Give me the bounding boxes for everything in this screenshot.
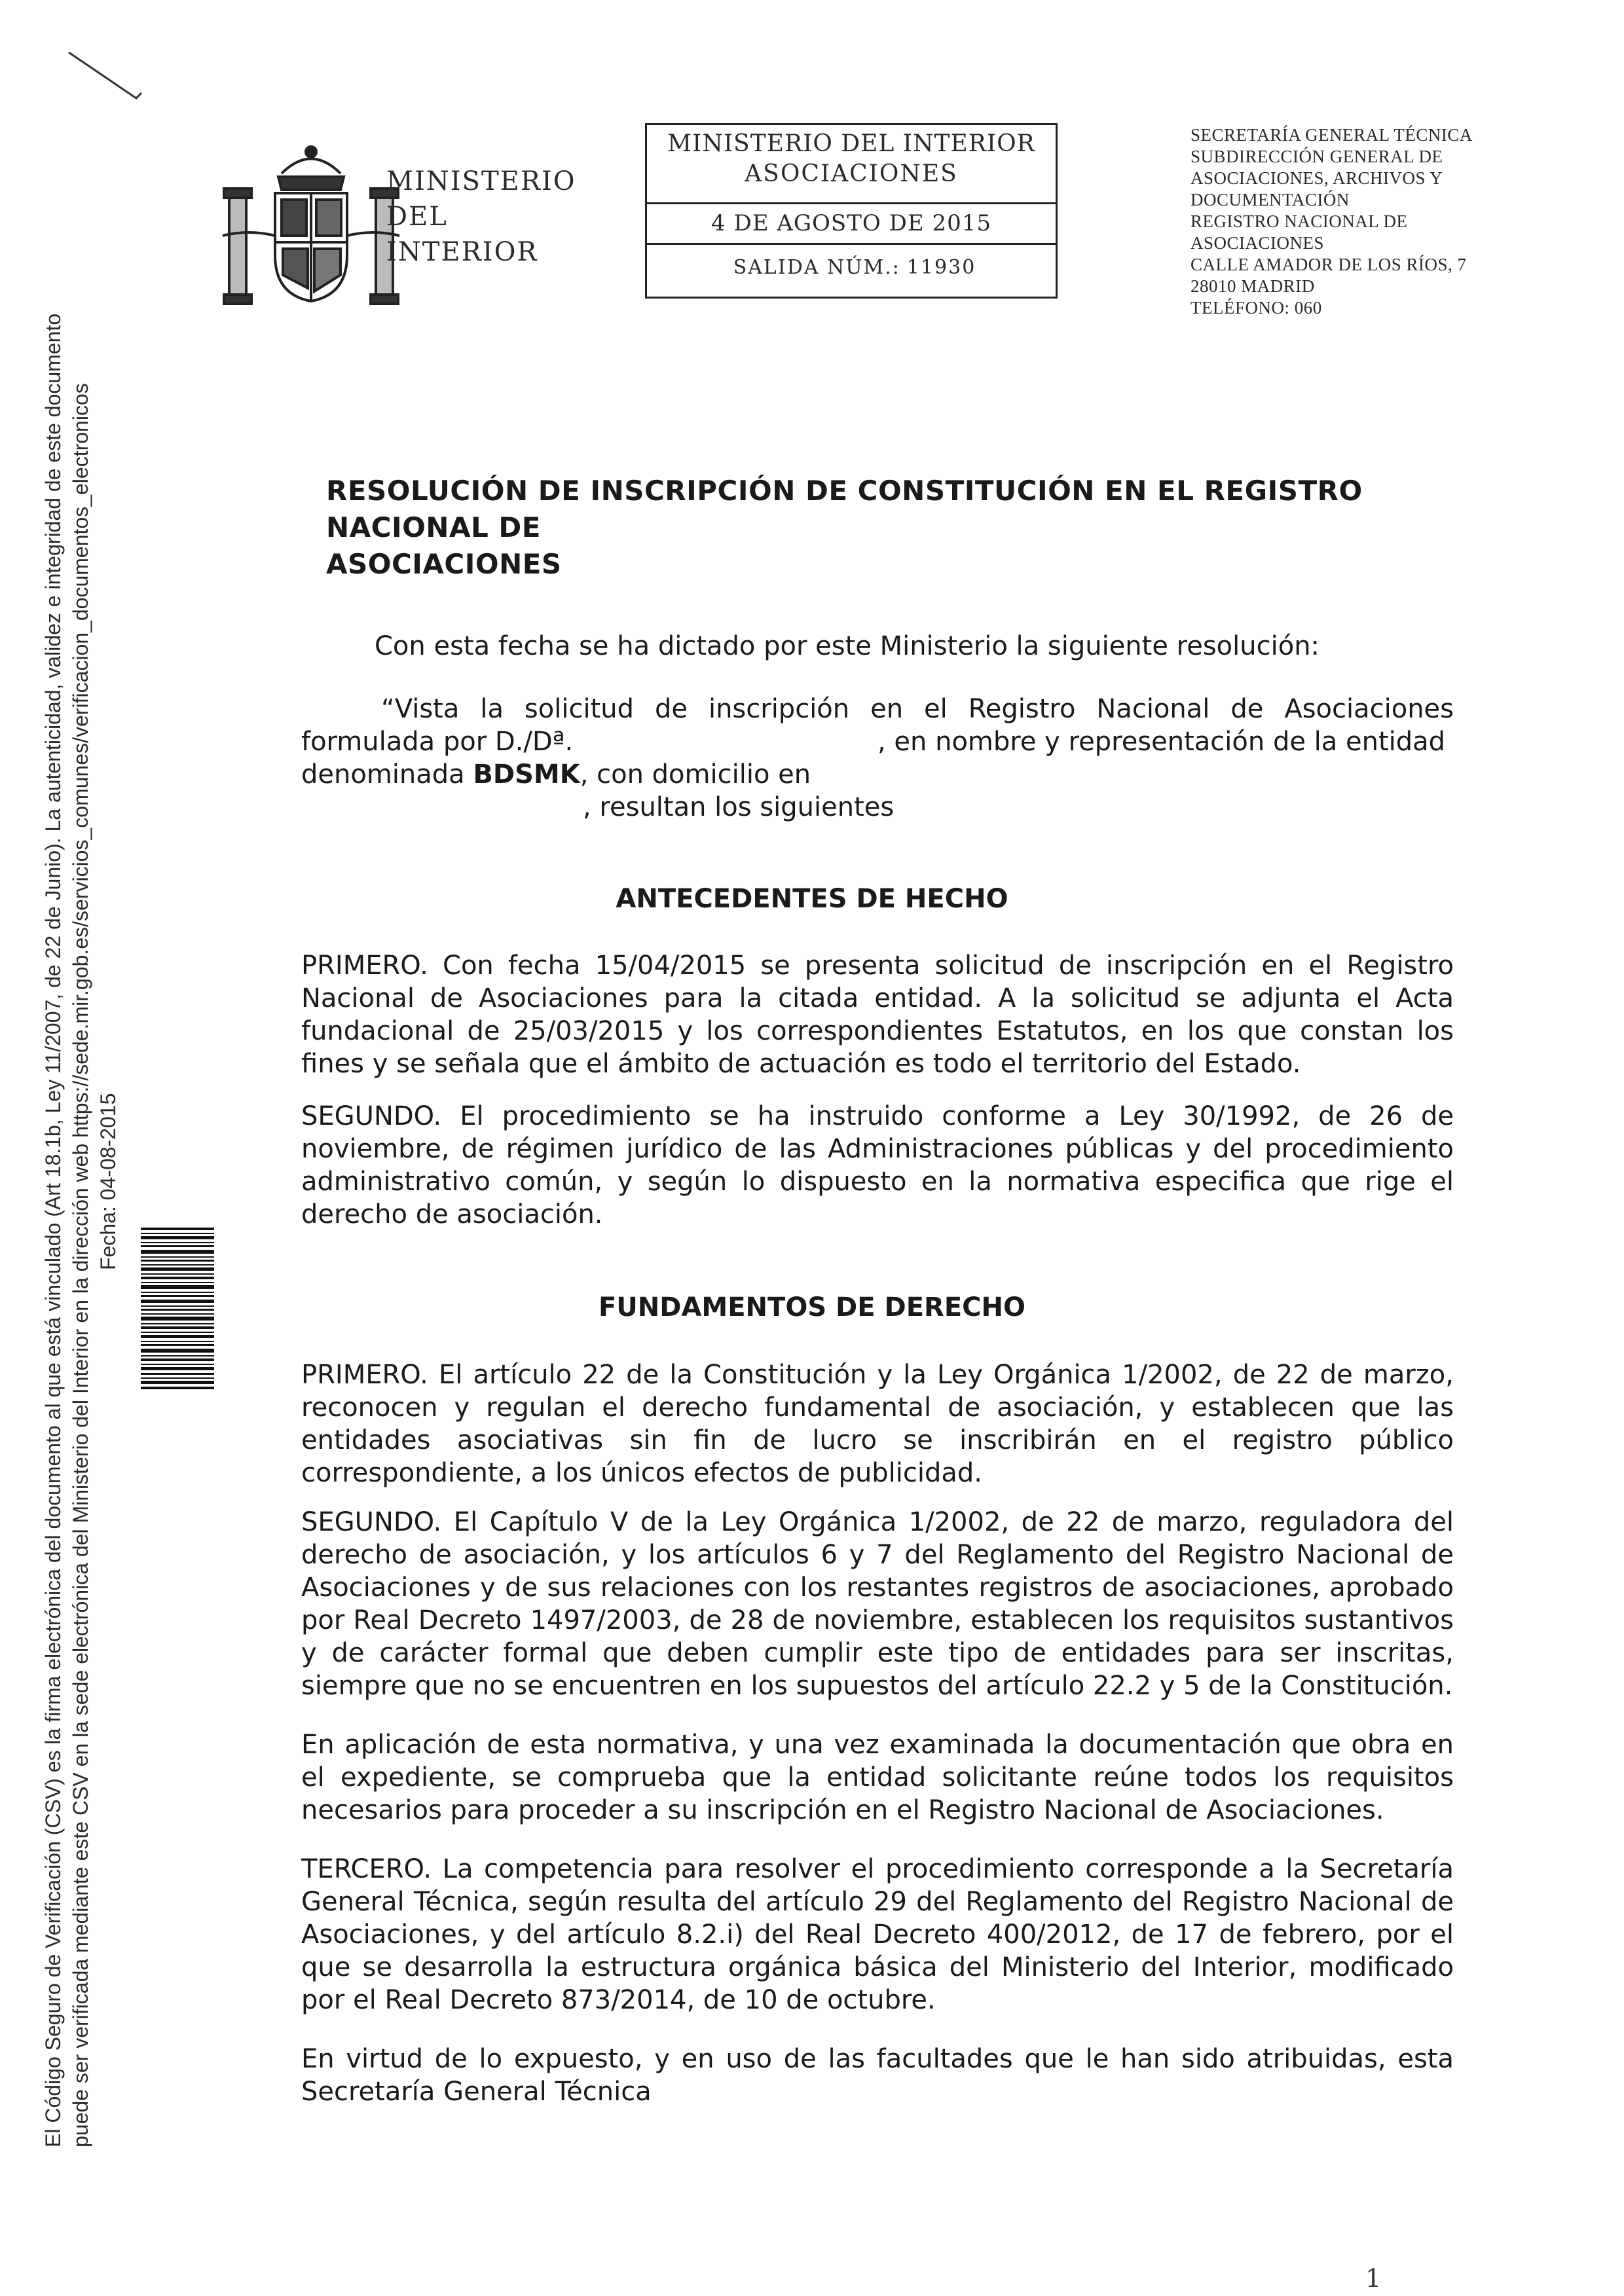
- fundamentos-aplicacion: En aplicación de esta normativa, y una vez examinada la documentación que obra en el expediente, se comprueba que la entidad solicitante reúne todos los requisitos necesarios para proceder a su inscripción en el Registro Nacional de Asociaciones.: [301, 1730, 1454, 1825]
- page-number: 1: [1365, 2264, 1382, 2293]
- antecedentes-heading: ANTECEDENTES DE HECHO: [616, 884, 1008, 914]
- fundamentos-heading: FUNDAMENTOS DE DERECHO: [598, 1292, 1025, 1322]
- stamp-ministry: MINISTERIO DEL INTERIOR: [667, 130, 1035, 157]
- address-line: DOCUMENTACIÓN: [1190, 190, 1350, 210]
- csv-notice-line1: El Código Seguro de Verificación (CSV) es la firma electrónica del documento al que está vinculado (Art 18.1b, Ley 11/2007, de 22 de Junio). La autenticidad, validez e integridad de este documento: [41, 313, 65, 2147]
- vista-line3-start: denominada: [301, 759, 465, 790]
- csv-notice-date: Fecha: 04-08-2015: [96, 1093, 120, 1270]
- antecedentes-segundo: SEGUNDO. El procedimiento se ha instruido conforme a Ley 30/1992, de 26 de noviembre, de régimen jurídico de las Administraciones públicas y del procedimiento administrativo común, y según lo dispuesto en la normativa especifica que rige el derecho de asociación.: [301, 1101, 1454, 1230]
- csv-notice-line2: puede ser verificada mediante este CSV en la sede electrónica del Ministerio del Interior en la dirección web https://sede.mir.gob.es/servicios_comunes/verificacion_documentos_electronicos: [69, 383, 92, 2147]
- coat-of-arms-icon: [210, 137, 413, 314]
- fundamentos-primero: PRIMERO. El artículo 22 de la Constitución y la Ley Orgánica 1/2002, de 22 de marzo, reconocen y regulan el derecho fundamental de asociación, y establecen que las entidades asociativas sin fin de lucro se inscribirán en el registro público correspondiente, a los únicos efectos de publicidad.: [301, 1360, 1454, 1488]
- antecedentes-primero: PRIMERO. Con fecha 15/04/2015 se presenta solicitud de inscripción en el Registro Nacional de Asociaciones para la citada entidad. A la solicitud se adjunta el Acta fundacional de 25/03/2015 y los correspondientes Estatutos, en los que constan los fines y se señala que el ámbito de actuación es todo el territorio del Estado.: [301, 951, 1454, 1079]
- address-line: CALLE AMADOR DE LOS RÍOS, 7: [1190, 255, 1467, 274]
- document-title: [326, 473, 1439, 583]
- ministry-line2: DEL INTERIOR: [386, 202, 538, 267]
- ministry-line1: MINISTERIO: [386, 166, 576, 196]
- vista-line2-end: , en nombre y representación de la entidad: [877, 727, 1446, 757]
- fundamentos-segundo: SEGUNDO. El Capítulo V de la Ley Orgánica 1/2002, de 22 de marzo, reguladora del derecho de asociación, y los artículos 6 y 7 del Reglamento del Registro Nacional de Asociaciones y de sus relaciones con los restantes registros de asociaciones, aprobado por Real Decreto 1497/2003, de 28 de noviembre, establecen los requisitos sustantivos y de carácter formal que deben cumplir este tipo de entidades para ser inscritas, siempre que no se encuentren en los supuestos del artículo 22.2 y 5 de la Constitución.: [301, 1507, 1454, 1701]
- vista-line3: [301, 758, 1454, 791]
- address-line: REGISTRO NACIONAL DE: [1190, 211, 1408, 231]
- address-line: ASOCIACIONES, ARCHIVOS Y: [1190, 168, 1443, 188]
- secretaria-address: [1190, 124, 1557, 319]
- entity-name: BDSMK: [473, 759, 580, 790]
- stamp-date: 4 DE AGOSTO DE 2015: [711, 210, 991, 236]
- address-line: 28010 MADRID: [1190, 276, 1315, 296]
- title-line2: ASOCIACIONES: [326, 548, 562, 580]
- csv-side-notice: [39, 118, 131, 2147]
- vista-line1: “Vista la solicitud de inscripción en el Registro Nacional de Asociaciones: [381, 694, 1454, 724]
- title-line1: RESOLUCIÓN DE INSCRIPCIÓN DE CONSTITUCIÓN EN EL REGISTRO NACIONAL DE: [326, 475, 1363, 543]
- registry-exit-stamp: [645, 123, 1058, 299]
- stamp-section: ASOCIACIONES: [745, 160, 958, 187]
- stamp-exit-value: 11930: [906, 256, 976, 279]
- address-line: TELÉFONO: 060: [1190, 298, 1322, 318]
- vista-line4: , resultan los siguientes: [583, 792, 895, 822]
- vista-paragraph: [301, 693, 1454, 824]
- vista-line2-start: formulada por D./Dª.: [301, 727, 574, 757]
- stamp-exit-label: SALIDA NÚM.:: [733, 256, 900, 279]
- fundamentos-virtud: En virtud de lo expuesto, y en uso de las facultades que le han sido atribuidas, esta Secretaría General Técnica: [301, 2044, 1454, 2107]
- fundamentos-tercero: TERCERO. La competencia para resolver el procedimiento corresponde a la Secretaría General Técnica, según resulta del artículo 29 del Reglamento del Registro Nacional de Asociaciones, y del artículo 8.2.i) del Real Decreto 400/2012, de 17 de febrero, por el que se desarrolla la estructura orgánica básica del Ministerio del Interior, modificado por el Real Decreto 873/2014, de 10 de octubre.: [301, 1854, 1454, 2015]
- stamp-exit-number: [647, 256, 1056, 279]
- ministry-name: [386, 164, 602, 270]
- address-line: ASOCIACIONES: [1190, 233, 1325, 253]
- address-line: SUBDIRECCIÓN GENERAL DE: [1190, 147, 1443, 166]
- address-line: SECRETARÍA GENERAL TÉCNICA: [1190, 125, 1473, 145]
- intro-paragraph: Con esta fecha se ha dictado por este Ministerio la siguiente resolución:: [375, 631, 1320, 661]
- vista-line3-end: , con domicilio en: [580, 759, 811, 790]
- stamp-divider: [647, 202, 1056, 204]
- pen-stroke-mark: [65, 47, 144, 106]
- vista-line2: [301, 725, 1454, 758]
- stamp-divider: [647, 243, 1056, 245]
